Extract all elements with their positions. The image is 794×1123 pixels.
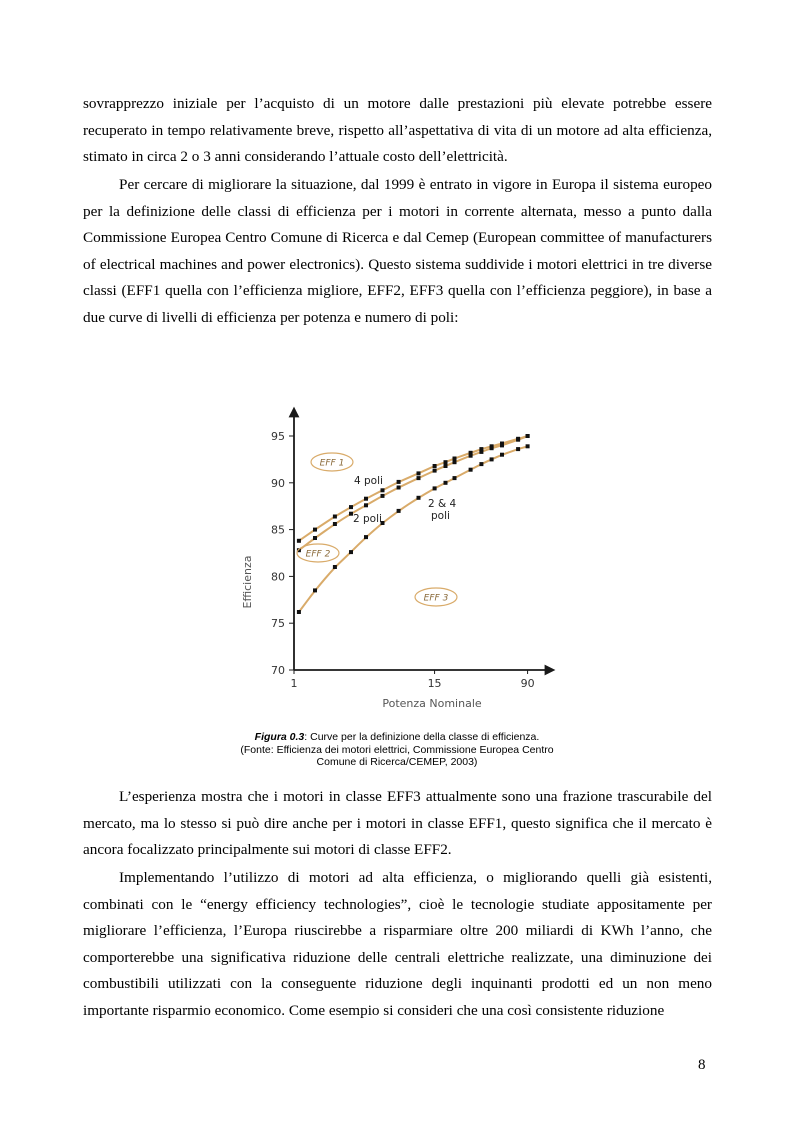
data-point bbox=[433, 469, 437, 473]
data-point bbox=[381, 488, 385, 492]
y-tick-label: 90 bbox=[271, 476, 285, 490]
x-tick-label: 15 bbox=[427, 677, 442, 690]
data-point bbox=[479, 462, 483, 466]
data-point bbox=[397, 509, 401, 513]
y-tick-label: 85 bbox=[271, 523, 285, 537]
data-point bbox=[417, 471, 421, 475]
data-point bbox=[444, 460, 448, 464]
data-point bbox=[313, 536, 317, 540]
data-point bbox=[500, 443, 504, 447]
paragraph-savings: Implementando l’utilizzo di motori ad alta efficienza, o migliorando quelli già esistenti, combinati con le “energy efficiency technologies”, cioè le tecnologie studiate appositamente per migliorare l’efficienza, l’Europa riuscirebbe a risparmiare oltre 200 miliardi di KWh l’anno, che comporterebbe una significativa riduzione delle centrali elettriche realizzate, una diminuzione dei combustibili utilizzati con la conseguente riduzione degli inquinanti prodotti ed un non meno importante risparmio economico. Come esempio si consideri che una così consistente riduzione bbox=[83, 869, 712, 1019]
data-point bbox=[516, 447, 520, 451]
data-point bbox=[453, 460, 457, 464]
data-point bbox=[297, 610, 301, 614]
data-point bbox=[469, 454, 473, 458]
data-point bbox=[417, 496, 421, 500]
series-label: 2 & 4 bbox=[428, 498, 457, 510]
data-point bbox=[490, 446, 494, 450]
data-point bbox=[397, 486, 401, 490]
data-point bbox=[313, 528, 317, 532]
region-label: EFF 2 bbox=[305, 549, 331, 560]
data-point bbox=[433, 464, 437, 468]
data-point bbox=[417, 476, 421, 480]
data-point bbox=[453, 457, 457, 461]
caption-title-line bbox=[232, 731, 562, 744]
caption-source-line-1: (Fonte: Efficienza dei motori elettrici, Commissione Europea Centro bbox=[240, 743, 554, 756]
efficiency-chart bbox=[232, 402, 562, 720]
data-point bbox=[444, 481, 448, 485]
paragraph-continuation: sovrapprezzo iniziale per l’acquisto di un motore dalle prestazioni più elevate potrebbe essere recuperato in tempo relativamente breve, rispetto all’aspettativa di vita di un motore ad alta efficienza, stimato in circa 2 o 3 anni considerando l’attuale costo dell’elettricità. bbox=[83, 95, 712, 166]
y-tick-label: 70 bbox=[271, 664, 285, 677]
series-label: 2 poli bbox=[353, 513, 382, 525]
data-point bbox=[516, 438, 520, 442]
paragraph-eff-classes: Per cercare di migliorare la situazione, dal 1999 è entrato in vigore in Europa il sistema europeo per la definizione delle classi di efficienza per i motori in corrente alternata, messo a punto dalla Commissione Europea Centro Comune di Ricerca e dal Cemep (European committee of manufacturers of electrical machines and power electronics). Questo sistema suddivide i motori elettrici in tre diverse classi (EFF1 quella con l’efficienza migliore, EFF2, EFF3 quella con l’efficienza peggiore), in base a due curve di livelli di efficienza per potenza e numero di poli: bbox=[83, 176, 712, 326]
y-tick-label: 75 bbox=[271, 617, 285, 631]
series-label: poli bbox=[431, 510, 450, 522]
region-label: EFF 1 bbox=[319, 458, 345, 469]
chart-canvas bbox=[232, 402, 562, 720]
data-point bbox=[479, 450, 483, 454]
data-point bbox=[364, 503, 368, 507]
x-tick-label: 1 bbox=[290, 677, 298, 690]
data-point bbox=[313, 588, 317, 592]
data-point bbox=[490, 457, 494, 461]
data-point bbox=[333, 565, 337, 569]
data-point bbox=[381, 494, 385, 498]
data-point bbox=[526, 434, 530, 438]
caption-text: : Curve per la definizione della classe di efficienza. bbox=[304, 731, 540, 743]
data-point bbox=[349, 550, 353, 554]
region-label: EFF 3 bbox=[423, 593, 449, 604]
paragraph-market: L’esperienza mostra che i motori in classe EFF3 attualmente sono una frazione trascurabile del mercato, ma lo stesso si può dire anche per i motori in classe EFF1, questo significa che il mercato è ancora focalizzato principalmente sui motori di classe EFF2. bbox=[83, 788, 712, 859]
series-label: 4 poli bbox=[354, 475, 383, 487]
caption-label: Figura 0.3 bbox=[254, 731, 305, 743]
data-point bbox=[433, 486, 437, 490]
data-point bbox=[469, 468, 473, 472]
data-point bbox=[364, 535, 368, 539]
data-point bbox=[444, 464, 448, 468]
data-point bbox=[349, 505, 353, 509]
data-point bbox=[397, 480, 401, 484]
x-axis-label: Potenza Nominale bbox=[382, 697, 482, 710]
data-point bbox=[453, 476, 457, 480]
data-point bbox=[333, 522, 337, 526]
y-tick-label: 80 bbox=[271, 570, 285, 584]
data-point bbox=[297, 539, 301, 543]
data-point bbox=[526, 444, 530, 448]
y-axis-label: Efficienza bbox=[241, 555, 254, 609]
y-tick-label: 95 bbox=[271, 430, 285, 443]
page-number: 8 bbox=[698, 1057, 706, 1073]
x-tick-label: 90 bbox=[520, 677, 535, 690]
data-point bbox=[333, 515, 337, 519]
figure-caption bbox=[232, 731, 562, 769]
caption-source-line-2: Comune di Ricerca/CEMEP, 2003) bbox=[316, 756, 478, 768]
data-point bbox=[364, 497, 368, 501]
data-point bbox=[500, 453, 504, 457]
